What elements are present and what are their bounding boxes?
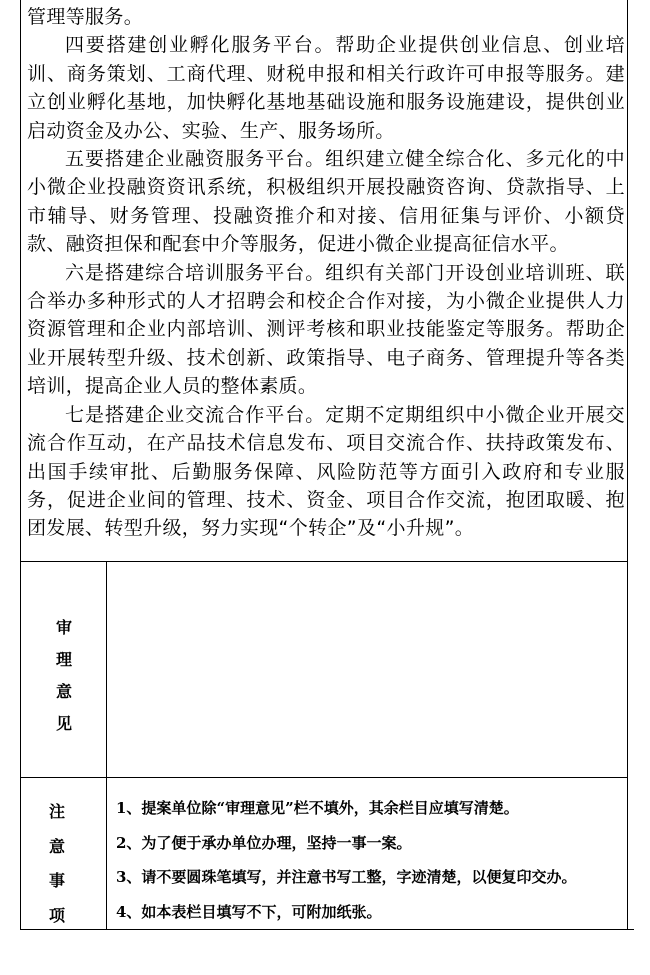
label-char: 事: [48, 871, 65, 890]
label-char: 审: [55, 618, 72, 637]
paragraph-exchange-platform: 七是搭建企业交流合作平台。定期不定期组织中小微企业开展交流合作互动，在产品技术信息发布、项目交流合作、扶持政策发布、出国手续审批、后勤服务保障、风险防范等方面引入政府和专业服务，促进企业间的管理、技术、资金、项目合作交流，抱团取暖、抱团发展、转型升级，努力实现“个转企”及“小升规”。: [27, 403, 625, 540]
label-char: 意: [48, 836, 65, 856]
content-cell: [27, 3, 625, 543]
note-item: 1、提案单位除“审理意见”栏不填外，其余栏目应填写清楚。: [116, 799, 519, 817]
label-char: 意: [55, 682, 72, 701]
review-opinion-field[interactable]: [107, 562, 627, 777]
label-char: 项: [48, 905, 65, 925]
notes-list: [116, 795, 628, 933]
notes-label: [47, 795, 67, 933]
paragraph-continuation: 管理等服务。: [27, 6, 144, 28]
table-corner-tick: [628, 929, 634, 930]
paragraph-training-platform: 六是搭建综合培训服务平台。组织有关部门开设创业培训班、联合举办多种形式的人才招聘会和校企合作对接，为小微企业提供人力资源管理和企业内部培训、测评考核和职业技能鉴定等服务。帮助企业开展转型升级、技术创新、政策指导、电子商务、管理提升等各类培训，提高企业人员的整体素质。: [27, 261, 625, 398]
label-char: 理: [55, 650, 72, 669]
row-divider-review: [20, 777, 628, 778]
label-char: 注: [48, 802, 65, 821]
label-char: 见: [55, 714, 72, 733]
note-item: 2、为了便于承办单位办理，坚持一事一案。: [116, 833, 412, 852]
note-item: 4、如本表栏目填写不下，可附加纸张。: [116, 902, 382, 921]
paragraph-incubation-platform: 四要搭建创业孵化服务平台。帮助企业提供创业信息、创业培训、商务策划、工商代理、财税申报和相关行政许可申报等服务。建立创业孵化基地，加快孵化基地基础设施和服务设施建设，提供创业启动资金及办公、实验、生产、服务场所。: [27, 34, 625, 142]
note-item: 3、请不要圆珠笔填写，并注意书写工整，字迹清楚，以便复印交办。: [116, 868, 577, 886]
paragraph-financing-platform: 五要搭建企业融资服务平台。组织建立健全综合化、多元化的中小微企业投融资资讯系统，积极组织开展投融资咨询、贷款指导、上市辅导、财务管理、投融资推介和对接、信用征集与评价、小额贷款、融资担保和配套中介等服务，促进小微企业提高征信水平。: [27, 148, 625, 256]
review-opinion-label: [54, 612, 74, 740]
